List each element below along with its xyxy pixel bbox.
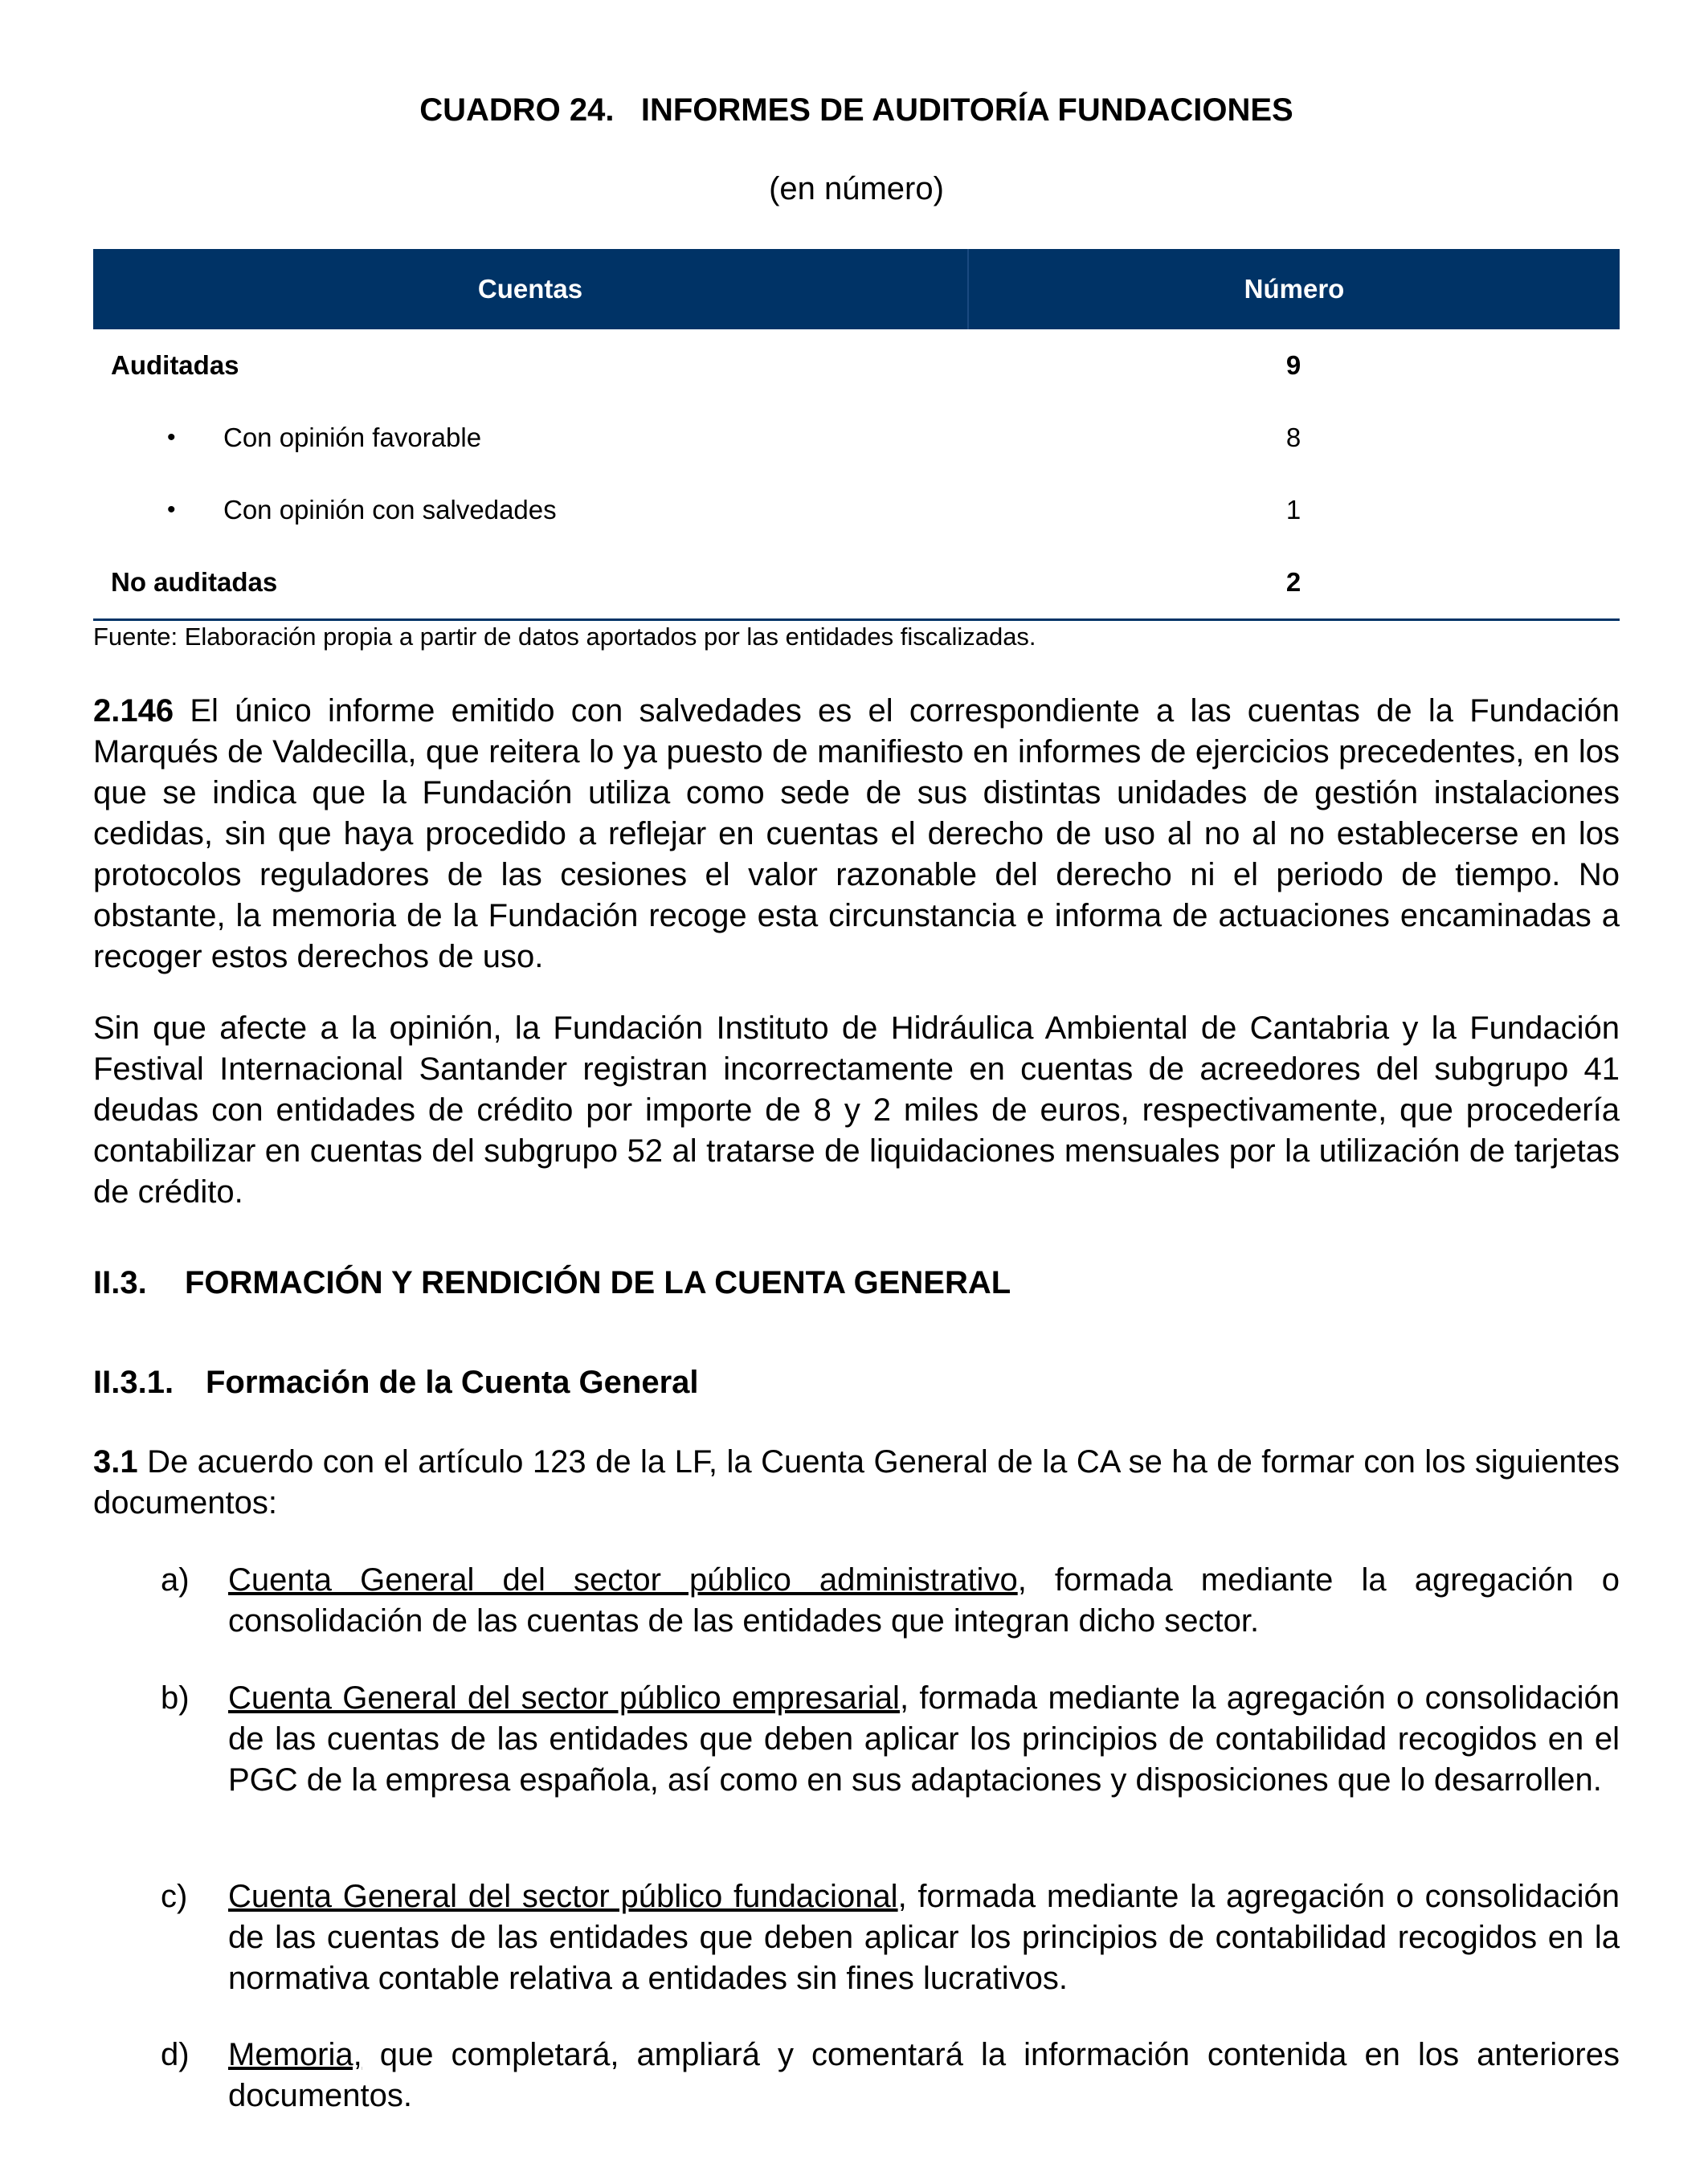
paragraph-2-146 bbox=[93, 691, 1620, 978]
list-item bbox=[161, 1876, 1620, 1999]
paragraph-3-1 bbox=[93, 1442, 1620, 1524]
bullet-icon: • bbox=[167, 496, 176, 523]
header-cuentas: Cuentas bbox=[93, 249, 969, 329]
row-value: 1 bbox=[1285, 495, 1301, 525]
list-item-text: , formada mediante la agregación o consolidación de las cuentas de las entidades que integran dicho sector. bbox=[228, 1562, 1620, 1639]
list-item-term: Memoria, bbox=[228, 2037, 362, 2072]
paragraph-text: El único informe emitido con salvedades es el correspondiente a las cuentas de la Fundación Marqués de Valdecilla, que reitera lo ya puesto de manifiesto en informes de ejercicios precedentes, en los que se indica que la Fundación utiliza como sede de sus distintas unidades de gestión instalaciones cedidas, sin que haya procedido a reflejar en cuentas el derecho de uso al no al no establecerse en los protocolos reguladores de las cesiones el valor razonable del derecho ni el periodo de tiempo. No obstante, la memoria de la Fundación recoge esta circunstancia e informa de actuaciones encaminadas a recoger estos derechos de uso. bbox=[93, 693, 1620, 974]
table-subtitle: (en número) bbox=[769, 171, 944, 206]
paragraph-additional: Sin que afecte a la opinión, la Fundación Instituto de Hidráulica Ambiental de Cantabria y la Fundación Festival Internacional Santander registran incorrectamente en cuentas de acreedores del subgrupo 41 deudas con entidades de crédito por importe de 8 y 2 miles de euros, respectivamente, que procedería contabilizar en cuentas del subgrupo 52 al tratarse de liquidaciones mensuales por la utilización de tarjetas de crédito. bbox=[93, 1010, 1620, 1210]
list-letter: c) bbox=[161, 1879, 188, 1914]
subsection-number: II.3.1. bbox=[93, 1365, 174, 1400]
subsection-title: Formación de la Cuenta General bbox=[206, 1365, 699, 1400]
paragraph-text: De acuerdo con el artículo 123 de la LF, la Cuenta General de la CA se ha de formar con los siguientes documentos: bbox=[93, 1444, 1620, 1521]
table-header bbox=[93, 249, 1620, 329]
list-letter: d) bbox=[161, 2037, 190, 2072]
list-item bbox=[161, 2035, 1620, 2117]
list-letter: a) bbox=[161, 1562, 190, 1598]
table-title: CUADRO 24. INFORMES DE AUDITORÍA FUNDACIONES bbox=[419, 92, 1293, 128]
row-value: 2 bbox=[1285, 567, 1301, 597]
audit-table bbox=[93, 249, 1620, 621]
paragraph-number: 2.146 bbox=[93, 693, 174, 729]
table-row bbox=[93, 329, 1620, 402]
list-item bbox=[161, 1678, 1620, 1801]
list-item-term: Cuenta General del sector público empresarial bbox=[228, 1680, 900, 1716]
table-source: Fuente: Elaboración propia a partir de datos aportados por las entidades fiscalizadas. bbox=[93, 623, 1036, 651]
table-row bbox=[93, 546, 1620, 621]
table-row bbox=[93, 402, 1620, 474]
list-item-term: Cuenta General del sector público fundacional bbox=[228, 1879, 898, 1914]
list-letter: b) bbox=[161, 1680, 190, 1716]
row-value: 9 bbox=[1285, 350, 1301, 380]
subsection-heading bbox=[93, 1362, 699, 1402]
list-item bbox=[161, 1560, 1620, 1642]
row-value: 8 bbox=[1285, 423, 1301, 452]
row-label: No auditadas bbox=[111, 567, 278, 597]
bullet-icon: • bbox=[167, 424, 176, 451]
row-label: Auditadas bbox=[111, 350, 239, 380]
table-row bbox=[93, 474, 1620, 546]
section-number: II.3. bbox=[93, 1265, 147, 1300]
row-label: Con opinión favorable bbox=[223, 423, 482, 452]
section-title: FORMACIÓN Y RENDICIÓN DE LA CUENTA GENERAL bbox=[185, 1265, 1011, 1300]
list-item-text: , formada mediante la agregación o consolidación de las cuentas de las entidades que deben aplicar los principios de contabilidad recogidos en el PGC de la empresa española, así como en sus adaptaciones y disposiciones que lo desarrollen. bbox=[228, 1680, 1620, 1798]
row-label: Con opinión con salvedades bbox=[223, 495, 557, 525]
paragraph-number: 3.1 bbox=[93, 1444, 138, 1480]
section-heading bbox=[93, 1263, 1011, 1303]
list-item-term: Cuenta General del sector público administrativo bbox=[228, 1562, 1018, 1598]
list-item-text: , formada mediante la agregación o consolidación de las cuentas de las entidades que deben aplicar los principios de contabilidad recogidos en la normativa contable relativa a entidades sin fines lucrativos. bbox=[228, 1879, 1620, 1996]
header-numero: Número bbox=[1244, 274, 1345, 304]
list-item-text: que completará, ampliará y comentará la información contenida en los anteriores documentos. bbox=[228, 2037, 1620, 2113]
